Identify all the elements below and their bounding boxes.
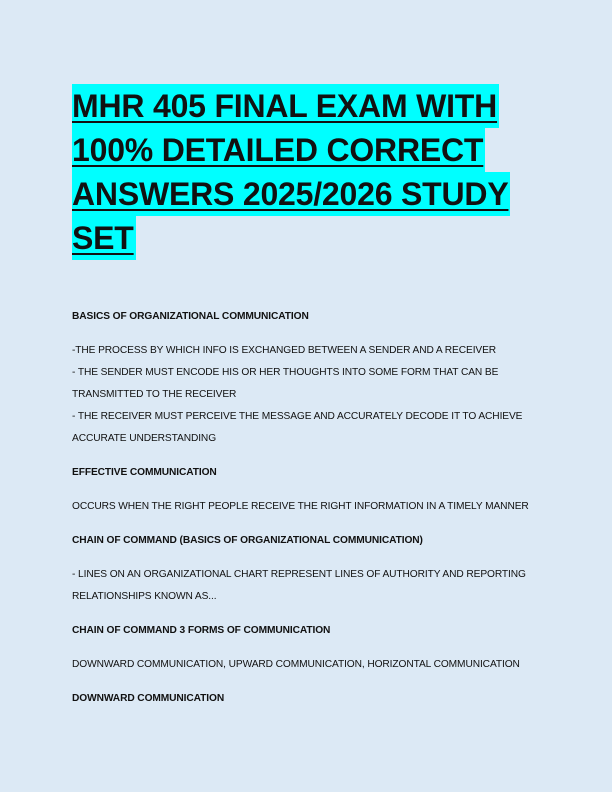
answer-line: - THE SENDER MUST ENCODE HIS OR HER THOUGHTS INTO SOME FORM THAT CAN BE <box>72 367 499 378</box>
title-line: ANSWERS 2025/2026 STUDY <box>72 172 510 216</box>
section-answer <box>72 340 552 450</box>
section-heading: CHAIN OF COMMAND 3 FORMS OF COMMUNICATION <box>72 625 331 636</box>
title-line: MHR 405 FINAL EXAM WITH <box>72 84 499 128</box>
document-body <box>72 306 552 710</box>
section-answer <box>72 654 552 676</box>
section-heading: EFFECTIVE COMMUNICATION <box>72 467 217 478</box>
answer-line: - LINES ON AN ORGANIZATIONAL CHART REPRESENT LINES OF AUTHORITY AND REPORTING <box>72 569 526 580</box>
section-heading: BASICS OF ORGANIZATIONAL COMMUNICATION <box>72 311 309 322</box>
answer-line: - THE RECEIVER MUST PERCEIVE THE MESSAGE AND ACCURATELY DECODE IT TO ACHIEVE <box>72 411 523 422</box>
answer-line: DOWNWARD COMMUNICATION, UPWARD COMMUNICATION, HORIZONTAL COMMUNICATION <box>72 659 520 670</box>
answer-line: RELATIONSHIPS KNOWN AS... <box>72 591 217 602</box>
section-answer <box>72 496 552 518</box>
title-line: SET <box>72 216 136 260</box>
section-answer <box>72 564 552 608</box>
title-line: 100% DETAILED CORRECT <box>72 128 485 172</box>
answer-line: -THE PROCESS BY WHICH INFO IS EXCHANGED BETWEEN A SENDER AND A RECEIVER <box>72 345 497 356</box>
answer-line: TRANSMITTED TO THE RECEIVER <box>72 389 237 400</box>
section-heading: DOWNWARD COMMUNICATION <box>72 693 225 704</box>
section-heading: CHAIN OF COMMAND (BASICS OF ORGANIZATIONAL COMMUNICATION) <box>72 535 423 546</box>
answer-line: OCCURS WHEN THE RIGHT PEOPLE RECEIVE THE RIGHT INFORMATION IN A TIMELY MANNER <box>72 501 529 512</box>
document-title <box>72 84 552 260</box>
answer-line: ACCURATE UNDERSTANDING <box>72 433 217 444</box>
